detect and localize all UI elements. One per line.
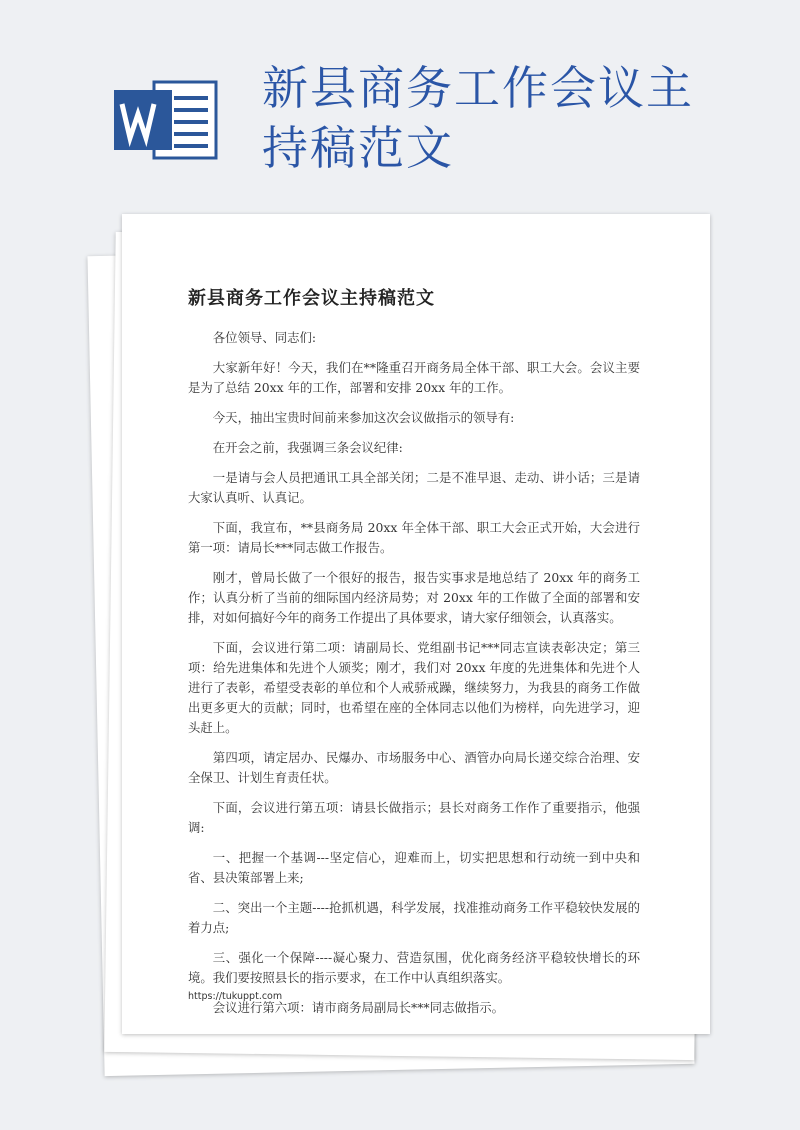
paragraph: 一是请与会人员把通讯工具全部关闭；二是不准早退、走动、讲小话；三是请大家认真听、认真记。: [188, 470, 640, 505]
page-title: 新县商务工作会议主持稿范文: [262, 61, 694, 175]
paragraph: 三、强化一个保障----凝心聚力、营造氛围，优化商务经济平稳较快增长的环境。我们要按照县长的指示要求，在工作中认真组织落实。: [188, 950, 640, 985]
paragraph: 下面，会议进行第二项：请副局长、党组副书记***同志宣读表彰决定；第三项：给先进集体和先进个人颁奖；刚才，我们对 20xx 年度的先进集体和先进个人进行了表彰，希望受表彰的单位和个人戒骄戒躁，继续努力，为我县的商务工作做出更多更大的贡献；同时，也希望在座的全体同志以他们为榜样，向先进学习，迎头赶上。: [188, 640, 640, 735]
paragraph: 今天，抽出宝贵时间前来参加这次会议做指示的领导有:: [212, 410, 515, 425]
paragraph: 下面，我宣布，**县商务局 20xx 年全体干部、职工大会正式开始，大会进行第一项：请局长***同志做工作报告。: [188, 520, 640, 555]
paragraph: 会议进行第六项：请市商务局副局长***同志做指示。: [212, 1000, 504, 1015]
word-icon: [112, 78, 220, 162]
paragraph: 在开会之前，我强调三条会议纪律:: [212, 440, 403, 455]
paragraph: 二、突出一个主题----抢抓机遇，科学发展，找准推动商务工作平稳较快发展的着力点;: [188, 900, 640, 935]
paragraph: 各位领导、同志们:: [212, 330, 317, 345]
paragraph: 第四项，请定居办、民爆办、市场服务中心、酒管办向局长递交综合治理、安全保卫、计划生育责任状。: [188, 750, 640, 785]
document-body: [188, 328, 640, 1028]
paragraph: 下面，会议进行第五项：请县长做指示；县长对商务工作作了重要指示，他强调:: [188, 800, 640, 835]
document-title: 新县商务工作会议主持稿范文: [188, 288, 435, 309]
paragraph: 大家新年好！今天，我们在**隆重召开商务局全体干部、职工大会。会议主要是为了总结 20xx 年的工作，部署和安排 20xx 年的工作。: [188, 360, 640, 395]
paragraph: 刚才，曾局长做了一个很好的报告，报告实事求是地总结了 20xx 年的商务工作；认真分析了当前的细际国内经济局势；对 20xx 年的工作做了全面的部署和安排，对如何搞好今年的商务工作提出了具体要求，请大家仔细领会，认真落实。: [188, 570, 640, 625]
paragraph: 一、把握一个基调---坚定信心，迎难而上，切实把思想和行动统一到中央和省、县决策部署上来;: [188, 850, 640, 885]
footer-url[interactable]: https://tukuppt.com: [188, 991, 283, 1002]
